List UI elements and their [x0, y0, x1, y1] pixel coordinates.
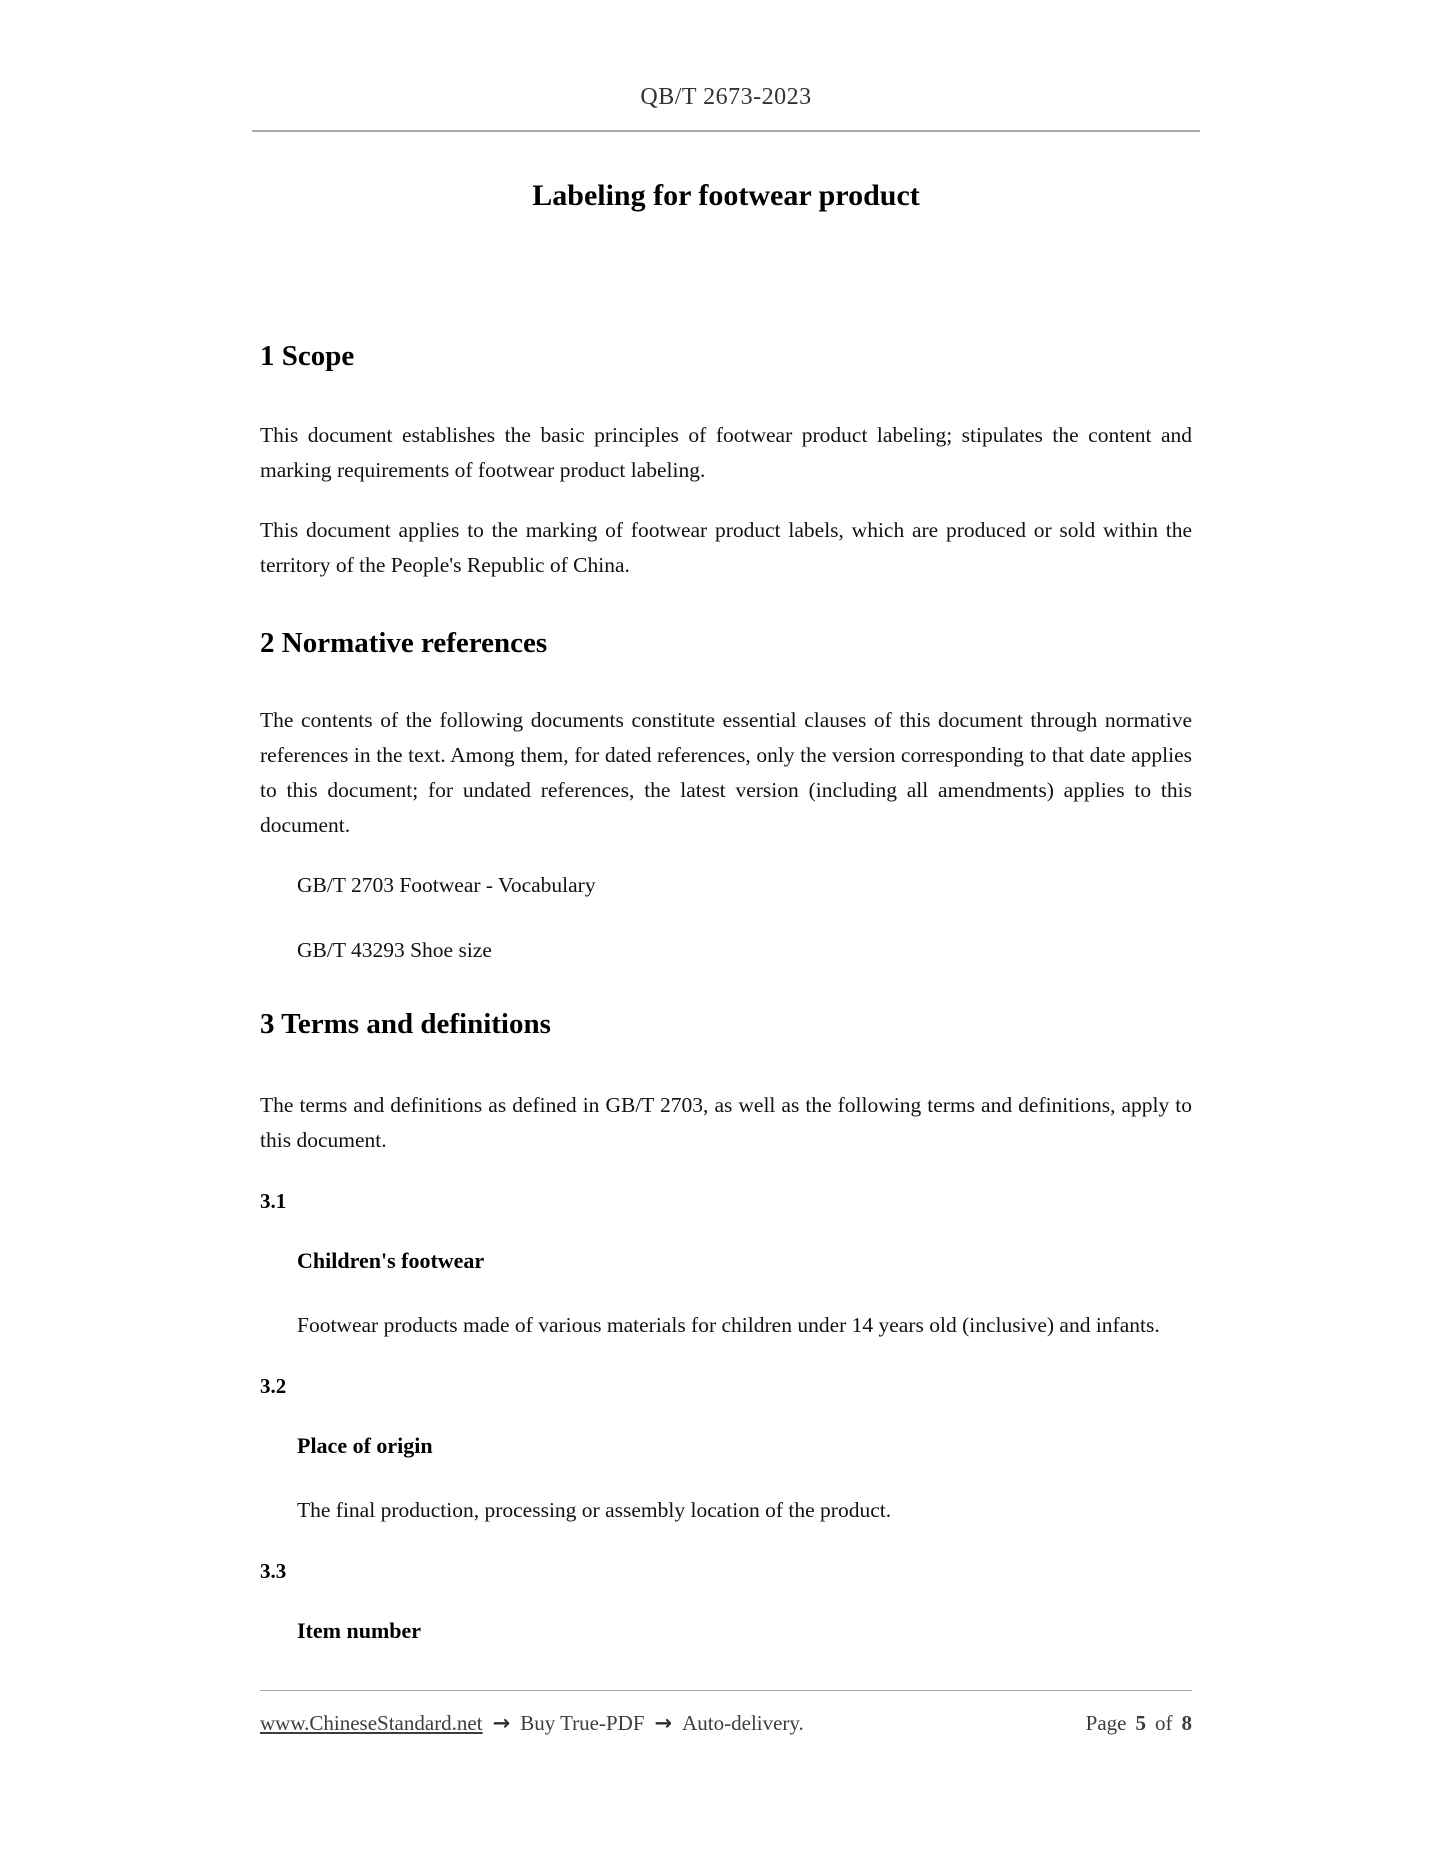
header-rule	[252, 130, 1200, 132]
page-indicator	[1086, 1711, 1192, 1736]
footer-action-buy: Buy True-PDF	[520, 1711, 645, 1735]
section-heading-scope: 1 Scope	[260, 340, 355, 372]
terms-intro-paragraph: The terms and definitions as defined in GB/T 2703, as well as the following terms and definitions, apply to this document.	[260, 1093, 1192, 1152]
term-name-place-of-origin: Place of origin	[297, 1433, 433, 1458]
term-definition-childrens-footwear: Footwear products made of various materials for children under 14 years old (inclusive) and infants.	[297, 1313, 1160, 1337]
section-heading-terms-definitions: 3 Terms and definitions	[260, 1008, 551, 1040]
page-footer	[260, 1690, 1192, 1736]
term-number-3-3: 3.3	[260, 1559, 287, 1583]
page-of-label: of	[1155, 1711, 1173, 1735]
page-total-number: 8	[1181, 1711, 1192, 1735]
term-definition-place-of-origin: The final production, processing or assembly location of the product.	[297, 1498, 892, 1522]
reference-item-gbt-43293: GB/T 43293 Shoe size	[297, 938, 492, 962]
term-number-3-1: 3.1	[260, 1189, 287, 1213]
page-current-number: 5	[1135, 1711, 1146, 1735]
reference-item-gbt-2703: GB/T 2703 Footwear - Vocabulary	[297, 873, 596, 897]
footer-promo	[260, 1711, 804, 1736]
right-arrow-icon: →	[654, 1711, 673, 1735]
document-title: Labeling for footwear product	[532, 179, 920, 212]
footer-action-delivery: Auto-delivery.	[682, 1711, 804, 1735]
section-heading-normative-references: 2 Normative references	[260, 627, 548, 659]
right-arrow-icon: →	[492, 1711, 511, 1735]
footer-site-link[interactable]: www.ChineseStandard.net	[260, 1711, 483, 1735]
standard-code: QB/T 2673-2023	[640, 84, 812, 110]
footer-rule	[260, 1690, 1192, 1691]
scope-paragraph-1: This document establishes the basic principles of footwear product labeling; stipulates the content and marking requirements of footwear product labeling.	[260, 423, 1192, 482]
page-label: Page	[1085, 1711, 1127, 1735]
page-content	[260, 0, 1192, 1736]
term-name-childrens-footwear: Children's footwear	[297, 1248, 485, 1273]
term-number-3-2: 3.2	[260, 1374, 287, 1398]
normative-references-paragraph: The contents of the following documents constitute essential clauses of this document through normative references in the text. Among them, for dated references, only the version corresponding to that date applies to this document; for undated references, the latest version (including all amendments) applies to this document.	[260, 708, 1192, 837]
scope-paragraph-2: This document applies to the marking of footwear product labels, which are produced or sold within the territory of the People's Republic of China.	[260, 518, 1192, 577]
term-name-item-number: Item number	[297, 1618, 422, 1643]
